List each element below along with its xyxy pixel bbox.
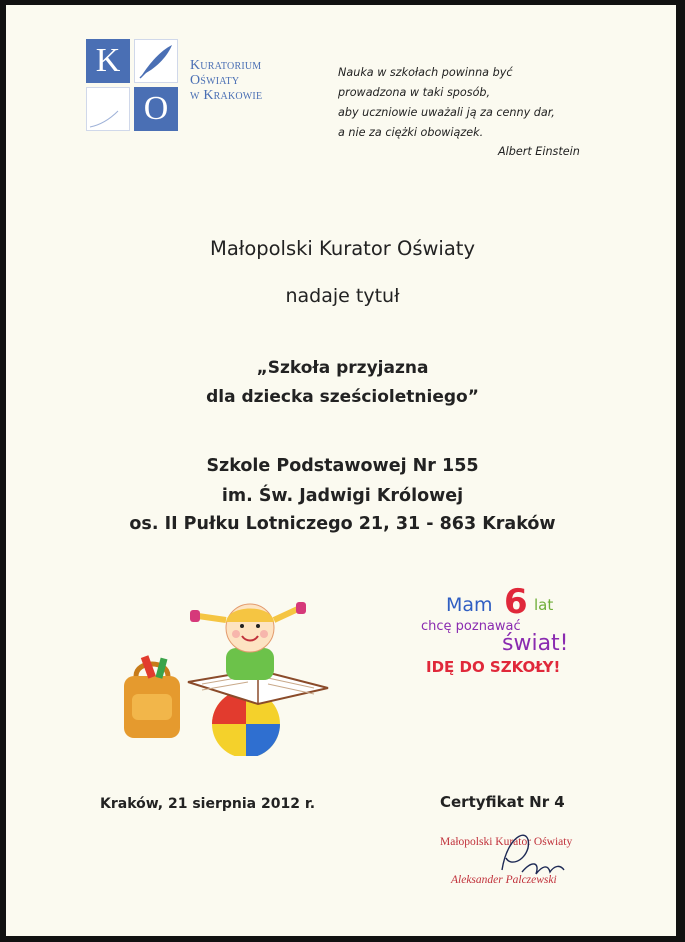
slogan-chce: chcę poznawać <box>421 619 521 634</box>
school-address: os. II Pułku Lotniczego 21, 31 - 863 Kraków <box>129 514 556 534</box>
logo-letter-o: O <box>134 87 178 131</box>
quote-line: Nauka w szkołach powinna być <box>338 66 513 79</box>
backpack-icon <box>124 655 180 738</box>
child-figure <box>190 602 306 680</box>
logo-blank-cell <box>86 87 130 131</box>
slogan-mam: Mam <box>446 594 493 616</box>
school-name: Szkole Podstawowej Nr 155 <box>206 456 479 476</box>
einstein-quote <box>338 63 618 143</box>
slogan-lat: lat <box>534 596 554 614</box>
issue-date: Kraków, 21 sierpnia 2012 r. <box>100 796 316 812</box>
signer-name-stamp: Aleksander Palczewski <box>451 874 557 886</box>
award-title-line-2: dla dziecka sześcioletniego” <box>206 387 479 407</box>
logo-line-3: w Krakowie <box>190 88 263 103</box>
quote-line: prowadzona w taki sposób, <box>338 86 491 99</box>
quote-line: aby uczniowie uważali ją za cenny dar, <box>338 106 555 119</box>
child-reading-illustration <box>118 596 348 756</box>
kuratorium-logo <box>86 39 182 135</box>
quill-icon <box>134 39 178 83</box>
logo-text <box>190 58 300 103</box>
slogan-six: 6 <box>504 582 528 622</box>
certificate-number: Certyfikat Nr 4 <box>440 793 565 811</box>
logo-line-2: Oświaty <box>190 73 240 88</box>
logo-letter-k: K <box>86 39 130 83</box>
award-title-line-1: „Szkoła przyjazna <box>256 358 429 378</box>
logo-line-1: Kuratorium <box>190 58 262 73</box>
quote-line: a nie za ciężki obowiązek. <box>338 126 484 139</box>
signer-title-stamp: Małopolski Kurator Oświaty <box>440 836 573 848</box>
grant-text: nadaje tytuł <box>285 285 400 307</box>
slogan-ide: IDĘ DO SZKOŁY! <box>426 658 561 676</box>
quote-author: Albert Einstein <box>498 145 580 158</box>
issuer: Małopolski Kurator Oświaty <box>210 237 475 260</box>
slogan-swiat: świat! <box>502 631 569 656</box>
school-patron: im. Św. Jadwigi Królowej <box>221 486 464 506</box>
